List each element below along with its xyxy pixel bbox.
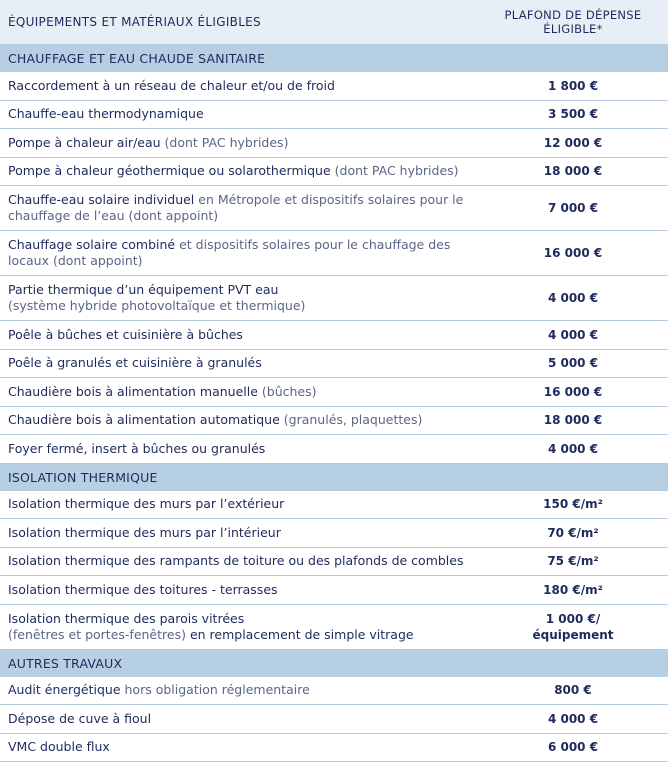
equipment-name: VMC double flux: [8, 739, 110, 755]
ceiling-value: [478, 72, 668, 100]
equipment-label: [0, 407, 478, 435]
header-ceiling: [478, 0, 668, 44]
section-header: CHAUFFAGE ET EAU CHAUDE SANITAIRE: [0, 45, 668, 72]
ceiling-value: [478, 491, 668, 519]
equipment-name: Pompe à chaleur air/eau: [8, 134, 161, 150]
equipment-label: [0, 378, 478, 406]
ceiling-value: [478, 101, 668, 129]
ceiling-amount: 18 000 €: [543, 413, 603, 428]
header-ceiling-line2: ÉLIGIBLE*: [543, 22, 603, 36]
equipment-name: Chauffe-eau solaire individuel: [8, 192, 195, 207]
ceiling-unit: équipement: [532, 627, 614, 642]
table-header: [0, 0, 668, 45]
equipment-detail: en Métropole et dispositifs solaires pour le chauffage de l’eau (dont appoint): [8, 192, 464, 223]
ceiling-value: [478, 158, 668, 186]
header-ceiling-line1: PLAFOND DE DÉPENSE: [504, 8, 642, 22]
equipment-detail: (système hybride photovoltaïque et thermique): [8, 298, 306, 313]
equipment-name: Dépose de cuve à fioul: [8, 710, 152, 726]
equipment-name: Chaudière bois à alimentation automatique: [8, 412, 280, 428]
table-body: [0, 45, 668, 762]
table-row: [0, 378, 668, 407]
ceiling-amount: 4 000 €: [547, 291, 599, 305]
ceiling-value: [478, 734, 668, 762]
equipment-label: [0, 129, 478, 157]
equipment-label: [0, 158, 478, 186]
ceiling-amount: 4 000 €: [547, 327, 599, 342]
ceiling-value: [478, 231, 668, 275]
table-row: [0, 186, 668, 231]
equipment-label: [0, 231, 478, 275]
section-header: AUTRES TRAVAUX: [0, 650, 668, 677]
equipment-name: Isolation thermique des murs par l’intérieur: [8, 524, 281, 540]
table-row: [0, 576, 668, 605]
ceiling-amount: 16 000 €: [543, 246, 603, 260]
ceiling-amount: 800 €: [554, 683, 592, 698]
ceiling-value: [478, 576, 668, 604]
equipment-name: Isolation thermique des toitures - terrasses: [8, 581, 278, 597]
equipment-label: [0, 734, 478, 762]
ceiling-amount: 7 000 €: [547, 201, 599, 215]
equipment-label: [0, 276, 478, 320]
equipment-detail: (bûches): [257, 383, 317, 399]
ceiling-value: [478, 435, 668, 463]
ceiling-amount: 16 000 €: [543, 384, 603, 399]
equipment-detail: et dispositifs solaires pour le chauffage des locaux (dont appoint): [8, 237, 451, 268]
ceiling-value: [478, 276, 668, 320]
equipment-detail: (dont PAC hybrides): [160, 134, 289, 150]
ceiling-amount: 180 €/m²: [543, 582, 603, 597]
ceiling-amount: 1 800 €: [547, 78, 599, 93]
ceiling-amount: 4 000 €: [547, 441, 599, 456]
equipment-label: [0, 605, 478, 649]
equipment-detail: (granulés, plaquettes): [279, 412, 423, 428]
equipment-label: [0, 576, 478, 604]
equipment-label: [0, 101, 478, 129]
equipment-name: Poêle à granulés et cuisinière à granulés: [8, 355, 262, 371]
ceiling-value: [478, 129, 668, 157]
ceiling-amount: 150 €/m²: [543, 497, 603, 512]
ceiling-amount: 75 €/m²: [547, 554, 599, 569]
table-row: [0, 548, 668, 577]
equipment-name: Raccordement à un réseau de chaleur et/ou de froid: [8, 77, 335, 93]
ceiling-value: [478, 519, 668, 547]
ceiling-value: [478, 407, 668, 435]
ceiling-amount: 70 €/m²: [547, 525, 599, 540]
equipment-detail: (dont PAC hybrides): [330, 163, 459, 179]
ceiling-amount: 12 000 €: [543, 135, 603, 150]
ceiling-amount: 3 500 €: [547, 107, 599, 122]
equipment-label: [0, 186, 478, 230]
equipment-detail: (fenêtres et portes-fenêtres): [8, 626, 186, 642]
table-row: [0, 677, 668, 706]
equipment-detail: hors obligation réglementaire: [120, 682, 310, 698]
equipment-name: Isolation thermique des rampants de toiture ou des plafonds de combles: [8, 553, 464, 569]
equipment-name: Audit énergétique: [8, 682, 121, 698]
equipment-label: [0, 705, 478, 733]
ceiling-amount: 1 000 €/: [545, 611, 601, 626]
equipment-label: [0, 321, 478, 349]
table-row: [0, 734, 668, 763]
table-row: [0, 276, 668, 321]
equipment-name: Foyer fermé, insert à bûches ou granulés: [8, 440, 266, 456]
table-row: [0, 350, 668, 379]
table-row: [0, 72, 668, 101]
table-row: [0, 231, 668, 276]
ceiling-value: [478, 705, 668, 733]
table-row: [0, 519, 668, 548]
equipment-name: Pompe à chaleur géothermique ou solarothermique: [8, 163, 331, 179]
equipment-detail-tail: en remplacement de simple vitrage: [185, 626, 414, 642]
table-row: [0, 321, 668, 350]
equipment-name: Chaudière bois à alimentation manuelle: [8, 383, 258, 399]
section-header: ISOLATION THERMIQUE: [0, 464, 668, 491]
ceiling-value: [478, 677, 668, 705]
header-equipment: ÉQUIPEMENTS ET MATÉRIAUX ÉLIGIBLES: [8, 15, 261, 29]
equipment-label: [0, 72, 478, 100]
table-row: [0, 101, 668, 130]
equipment-label: [0, 519, 478, 547]
ceiling-amount: 5 000 €: [547, 356, 599, 371]
ceiling-value: [478, 548, 668, 576]
table-row: [0, 605, 668, 650]
equipment-name: Chauffe-eau thermodynamique: [8, 106, 204, 122]
ceiling-value: [478, 321, 668, 349]
equipment-label: [0, 435, 478, 463]
equipment-name: Chauffage solaire combiné: [8, 237, 176, 252]
ceiling-value: [478, 186, 668, 230]
equipment-label: [0, 350, 478, 378]
table-row: [0, 129, 668, 158]
ceiling-amount: 6 000 €: [547, 740, 599, 755]
equipment-name: Isolation thermique des murs par l’extérieur: [8, 496, 285, 512]
table-row: [0, 705, 668, 734]
equipment-label: [0, 491, 478, 519]
equipment-name: Poêle à bûches et cuisinière à bûches: [8, 326, 243, 342]
ceiling-value: [478, 378, 668, 406]
ceiling-amount: 18 000 €: [543, 164, 603, 179]
table-row: [0, 407, 668, 436]
ceiling-amount: 4 000 €: [547, 711, 599, 726]
table-row: [0, 158, 668, 187]
equipment-name: Isolation thermique des parois vitrées: [8, 610, 245, 626]
table-row: [0, 491, 668, 520]
ceiling-value: [478, 605, 668, 649]
ceiling-value: [478, 350, 668, 378]
equipment-label: [0, 548, 478, 576]
table-row: [0, 435, 668, 464]
equipment-label: [0, 677, 478, 705]
equipment-name: Partie thermique d’un équipement PVT eau: [8, 282, 279, 297]
